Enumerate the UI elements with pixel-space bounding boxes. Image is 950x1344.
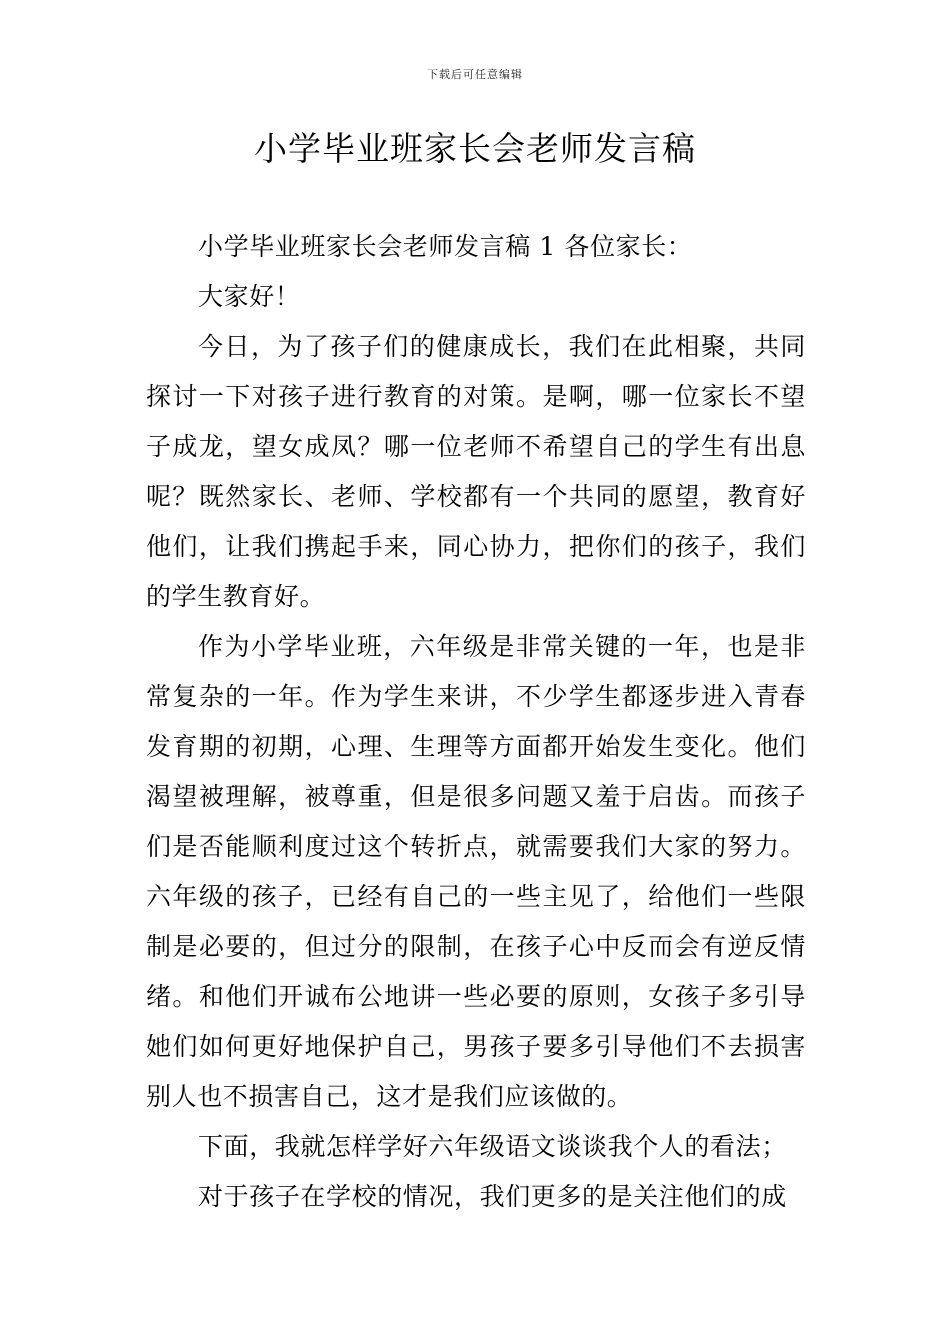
paragraph-grade-six: 作为小学毕业班，六年级是非常关键的一年，也是非常复杂的一年。作为学生来讲，不少学生都逐步进入青春发育期的初期，心理、生理等方面都开始发生变化。他们渴望被理解，被尊重，但是很多问题又羞于启齿。而孩子们是否能顺利度过这个转折点，就需要我们大家的努力。六年级的孩子，已经有自己的一些主见了，给他们一些限制是必要的，但过分的限制，在孩子心中反而会有逆反情绪。和他们开诚布公地讲一些必要的原则，女孩子多引导她们如何更好地保护自己，男孩子要多引导他们不去损害别人也不损害自己，这才是我们应该做的。 <box>146 632 806 1111</box>
paragraph-intro: 今日，为了孩子们的健康成长，我们在此相聚，共同探讨一下对孩子进行教育的对策。是啊，哪一位家长不望子成龙，望女成凤？哪一位老师不希望自己的学生有出息呢？既然家长、老师、学校都有一个共同的愿望，教育好他们，让我们携起手来，同心协力，把你们的孩子，我们的学生教育好。 <box>146 332 806 611</box>
paragraph-chinese-study: 下面，我就怎样学好六年级语文谈谈我个人的看法； <box>198 1132 787 1161</box>
paragraph-school-situation: 对于孩子在学校的情况，我们更多的是关注他们的成 <box>198 1182 787 1211</box>
document-title: 小学毕业班家长会老师发言稿 <box>254 129 696 168</box>
header-note: 下载后可任意编辑 <box>427 68 523 81</box>
paragraph-salutation: 大家好！ <box>198 282 301 311</box>
document-body <box>146 222 806 1222</box>
paragraph-greeting-line: 小学毕业班家长会老师发言稿 1 各位家长： <box>198 232 693 261</box>
